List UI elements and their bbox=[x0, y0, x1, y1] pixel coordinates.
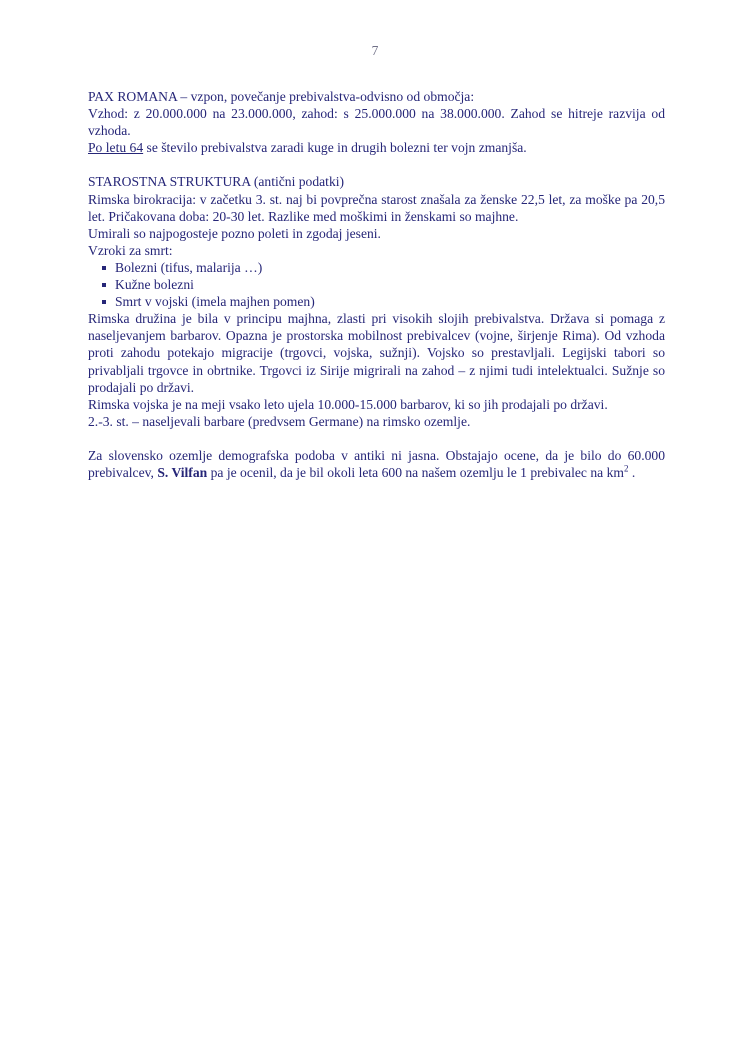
paragraph-spacer bbox=[88, 156, 665, 173]
list-item bbox=[88, 293, 665, 310]
square-bullet-icon bbox=[102, 266, 106, 270]
slovensko-ozemlje-part2: pa je ocenil, da je bil okoli leta 600 na našem ozemlju le 1 prebivalec na km bbox=[207, 465, 624, 481]
heading-starostna-struktura: STAROSTNA STRUKTURA (antični podatki) bbox=[88, 174, 345, 190]
square-bullet-icon bbox=[102, 283, 106, 287]
paragraph-pax-romana-heading: PAX ROMANA – vzpon, povečanje prebivalstva-odvisno od območja: bbox=[88, 89, 475, 104]
label-vzroki-za-smrt: Vzroki za smrt: bbox=[88, 242, 173, 258]
list-item bbox=[88, 259, 665, 276]
underlined-phrase-po-letu-64: Po letu 64 bbox=[88, 140, 144, 156]
square-bullet-icon bbox=[102, 300, 106, 304]
paragraph-pax-romana-figures: Vzhod: z 20.000.000 na 23.000.000, zahod: s 25.000.000 na 38.000.000. Zahod se hitreje razvija od vzhoda. bbox=[88, 106, 665, 139]
slovensko-ozemlje-part1: Za slovensko ozemlje demografska podoba v antiki ni jasna. Obstajajo ocene, da je bilo do 60.000 prebivalcev, bbox=[88, 447, 665, 481]
list-item-label: Bolezni (tifus, malarija …) bbox=[115, 259, 263, 275]
list-item-label: Smrt v vojski (imela majhen pomen) bbox=[115, 294, 315, 310]
page-number: 7 bbox=[371, 43, 379, 58]
paragraph-rimska-druzina: Rimska družina je bila v principu majhna, zlasti pri visokih slojih prebivalstva. Država si pomaga z naseljevanjem barbarov. Opazna je prostorska mobilnost prebivalcev (vojne, širjenje Rima). Od vzhoda proti zahodu potekajo migracije (trgovci, vojska, sužnji). Vojsko so prestavljali. Legijski tabori so privabljali trgovce in obrtnike. Trgovci iz Sirije migrirali na zahod – z njimi tudi intelektualci. Sužnje so prodajali po državi. bbox=[88, 311, 665, 395]
paragraph-2-3-st: 2.-3. st. – naseljevali barbare (predvsem Germane) na rimsko ozemlje. bbox=[88, 413, 471, 429]
causes-of-death-list bbox=[88, 259, 665, 310]
po-letu-64-rest: se število prebivalstva zaradi kuge in drugih bolezni ter vojn zmanjša. bbox=[143, 140, 527, 156]
list-item-label: Kužne bolezni bbox=[115, 277, 194, 293]
document-body bbox=[88, 88, 665, 481]
paragraph-rimska-vojska: Rimska vojska je na meji vsako leto ujela 10.000-15.000 barbarov, ki so jih prodajali po državi. bbox=[88, 396, 608, 412]
paragraph-umirali: Umirali so najpogosteje pozno poleti in zgodaj jeseni. bbox=[88, 225, 381, 241]
paragraph-rimska-birokracija: Rimska birokracija: v začetku 3. st. naj bi povprečna starost znašala za ženske 22,5 let, za moške pa 20,5 let. Pričakovana doba: 20-30 let. Razlike med moškimi in ženskami so majhne. bbox=[88, 191, 665, 224]
paragraph-spacer bbox=[88, 430, 665, 447]
paragraph-po-letu-64 bbox=[88, 139, 665, 156]
superscript-square: 2 bbox=[623, 463, 629, 474]
paragraph-slovensko-ozemlje bbox=[88, 447, 665, 481]
slovensko-ozemlje-part3: . bbox=[628, 465, 636, 481]
bold-author-name: S. Vilfan bbox=[157, 465, 208, 481]
list-item bbox=[88, 276, 665, 293]
